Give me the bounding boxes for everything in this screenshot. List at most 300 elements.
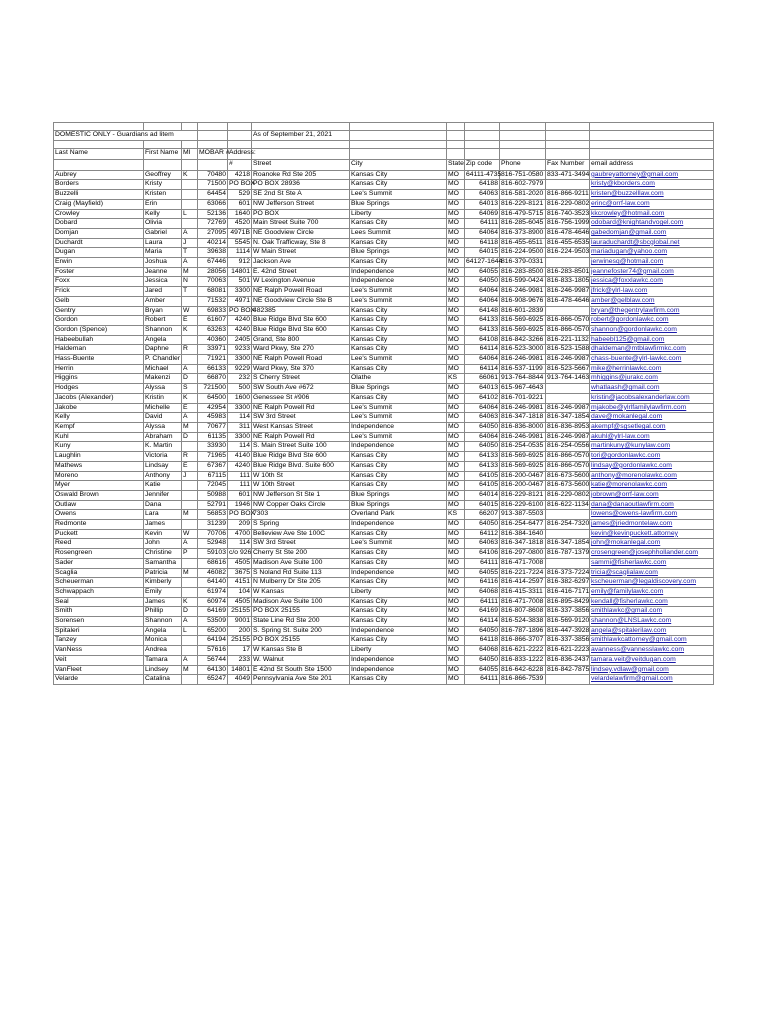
table-row [54,461,714,471]
cell-street: PO BOX 25155 [252,636,350,646]
cell-street: SW South Ave #672 [252,384,350,394]
cell-phone: 816-836-8000 [500,422,546,432]
cell-last-name: Owens [54,510,144,520]
cell-city: Kansas City [350,461,447,471]
table-row [54,335,714,345]
blank-row [54,140,714,148]
cell-zip: 64111 [465,219,500,229]
table-row [54,607,714,617]
table-row [54,422,714,432]
cell-last-name: Redmonte [54,520,144,530]
cell-street-number: c/o 926 [228,549,252,559]
guardians-table [53,122,714,685]
cell-mi: M [182,510,198,520]
cell-phone: 816-866-7539 [500,675,546,685]
cell-street: NW Copper Oaks Circle [252,500,350,510]
cell-city: Olathe [350,374,447,384]
cell-last-name: Rosengreen [54,549,144,559]
cell-last-name: Sader [54,558,144,568]
cell-city: Blue Springs [350,248,447,258]
cell-street-number: 4505 [228,597,252,607]
cell-email[interactable]: whatlaash@gmail.com [590,384,714,394]
cell-zip: 64055 [465,665,500,675]
cell-street-number: 9233 [228,345,252,355]
table-row [54,170,714,180]
cell-street: W Lexington Avenue [252,277,350,287]
table-row [54,665,714,675]
cell-zip: 64127-1644 [465,258,500,268]
cell-fax [546,529,590,539]
cell-mi: R [182,452,198,462]
cell-zip: 64015 [465,500,500,510]
cell-state: MO [447,277,465,287]
cell-mobar: 52791 [198,500,228,510]
cell-zip: 64015 [465,248,500,258]
table-row [54,258,714,268]
cell-street-number: 233 [228,655,252,665]
cell-mi: K [182,597,198,607]
cell-street: W 10th St [252,471,350,481]
cell-first-name: Michelle [144,403,182,413]
cell-email[interactable]: kristy@kborders.com [590,180,714,190]
cell-mi: A [182,655,198,665]
cell-city: Kansas City [350,617,447,627]
cell-city: Kansas City [350,335,447,345]
cell-phone: 816-599-0424 [500,277,546,287]
cell-mobar: 31239 [198,520,228,530]
cell-street-number: 601 [228,490,252,500]
cell-street-number: 4218 [228,170,252,180]
cell-state: MO [447,170,465,180]
cell-email[interactable]: james@jriedmontelaw.com [590,520,714,530]
table-row [54,471,714,481]
cell-fax: 816-866-0570 [546,452,590,462]
cell-last-name: Hodges [54,384,144,394]
cell-last-name: Jacobs (Alexander) [54,393,144,403]
cell-mobar: 57616 [198,646,228,656]
cell-mi: J [182,238,198,248]
cell-mobar: 65200 [198,626,228,636]
table-row [54,500,714,510]
cell-mobar: 39638 [198,248,228,258]
cell-phone: 913-387-5503 [500,510,546,520]
cell-email[interactable]: gaubreyattorney@gmail.com [590,170,714,180]
cell-first-name: Lara [144,510,182,520]
cell-email[interactable]: smithlawkc@gmail.com [590,607,714,617]
cell-phone: 816-347-1818 [500,413,546,423]
cell-fax: 816-621-2223 [546,646,590,656]
cell-email[interactable]: bryan@thegentrylawfirm.com [590,306,714,316]
table-row [54,403,714,413]
table-row [54,597,714,607]
cell-mobar: 70677 [198,422,228,432]
table-row [54,296,714,306]
cell-street-number: 4520 [228,219,252,229]
cell-email[interactable]: angela@spitalerilaw.com [590,626,714,636]
cell-email[interactable]: erinc@orrf-law.com [590,199,714,209]
header-address: Address: [228,148,252,159]
blank-row [54,123,714,131]
cell-mobar: 64140 [198,578,228,588]
cell-street-number: 501 [228,277,252,287]
cell-street: Jackson Ave [252,258,350,268]
cell-mi [182,587,198,597]
cell-last-name: Domjan [54,228,144,238]
cell-email[interactable]: jfrick@ylrl-law.com [590,287,714,297]
cell-email[interactable]: mhiggins@jurakc.com [590,374,714,384]
cell-email[interactable]: lowens@owens-lawfirm.com [590,510,714,520]
cell-mobar: 61974 [198,587,228,597]
cell-first-name: Phillip [144,607,182,617]
cell-city: Independence [350,520,447,530]
cell-street-number: 500 [228,384,252,394]
cell-zip: 64148 [465,306,500,316]
table-row [54,199,714,209]
cell-zip: 64111 [465,597,500,607]
cell-mobar: 67115 [198,471,228,481]
cell-zip: 64050 [465,655,500,665]
cell-street: Cherry St Ste 200 [252,549,350,559]
cell-fax: 816-866-0570 [546,325,590,335]
cell-mobar: 65247 [198,675,228,685]
cell-first-name: John [144,539,182,549]
cell-email[interactable]: smithlawkcattorney@gmail.com [590,636,714,646]
cell-mi: P [182,549,198,559]
cell-state: MO [447,316,465,326]
cell-city: Kansas City [350,180,447,190]
cell-last-name: Reed [54,539,144,549]
cell-mobar: 61607 [198,316,228,326]
cell-city: Kansas City [350,675,447,685]
cell-fax: 816-836-8953 [546,422,590,432]
table-row [54,325,714,335]
cell-zip: 64050 [465,442,500,452]
cell-email[interactable]: kendall@fisherlawkc.com [590,597,714,607]
cell-email[interactable]: lauraduchardt@sbcglobal.net [590,238,714,248]
cell-first-name: Kristin [144,393,182,403]
cell-fax [546,393,590,403]
cell-street-number: 9229 [228,364,252,374]
cell-fax: 833-471-3494 [546,170,590,180]
cell-phone: 816-471-7008 [500,558,546,568]
header-city: City [350,159,447,170]
table-row [54,568,714,578]
cell-first-name: Alyssa [144,422,182,432]
header-number: # [228,159,252,170]
cell-email[interactable]: shannon@gordonlawkc.com [590,325,714,335]
cell-mi: A [182,413,198,423]
cell-first-name: Shannon [144,325,182,335]
cell-email[interactable]: kkcrowley@hotmail.com [590,209,714,219]
cell-mobar: 71965 [198,452,228,462]
cell-city: Kansas City [350,219,447,229]
table-row [54,646,714,656]
cell-phone: 816-254-6477 [500,520,546,530]
cell-state: KS [447,510,465,520]
cell-street: PO BOX [252,209,350,219]
cell-fax: 816-246-9987 [546,287,590,297]
cell-last-name: Tanzey [54,636,144,646]
title-row [54,131,714,141]
cell-mi: S [182,384,198,394]
cell-city: Kansas City [350,549,447,559]
cell-mobar: 33930 [198,442,228,452]
cell-first-name: Catalina [144,675,182,685]
cell-city: Liberty [350,587,447,597]
cell-street: E. 42nd Street [252,267,350,277]
cell-city: Kansas City [350,364,447,374]
cell-last-name: Frick [54,287,144,297]
cell-last-name: Kempf [54,422,144,432]
cell-last-name: Veit [54,655,144,665]
cell-mobar: 66870 [198,374,228,384]
cell-last-name: Aubrey [54,170,144,180]
cell-mi: M [182,665,198,675]
table-row [54,345,714,355]
cell-state: MO [447,325,465,335]
cell-first-name: P. Chandler [144,355,182,365]
cell-fax: 816-523-5667 [546,364,590,374]
cell-first-name: Dana [144,500,182,510]
cell-street-number: 25155 [228,607,252,617]
cell-email[interactable]: odobard@knightandvogel.com [590,219,714,229]
cell-email[interactable]: martinkuny@kunylaw.com [590,442,714,452]
cell-zip: 64118 [465,238,500,248]
cell-street-number: 114 [228,539,252,549]
cell-last-name: Foxx [54,277,144,287]
cell-last-name: Duchardt [54,238,144,248]
cell-phone: 816-384-1640 [500,529,546,539]
cell-mi: E [182,461,198,471]
cell-street: SW 3rd Street [252,413,350,423]
cell-last-name: Myer [54,481,144,491]
cell-email[interactable]: tricia@scaglialaw.com [590,568,714,578]
cell-email[interactable]: sammi@fisherlawkc.com [590,558,714,568]
table-row [54,393,714,403]
cell-email[interactable]: gabedomjan@gmail.com [590,228,714,238]
cell-last-name: Seal [54,597,144,607]
cell-street: State Line Rd Ste 200 [252,617,350,627]
cell-email[interactable]: chass-buente@ylrl-lawkc.com [590,355,714,365]
cell-zip: 64114 [465,364,500,374]
cell-email[interactable]: lindsay@gordonlawkc.com [590,461,714,471]
cell-city: Overland Park [350,510,447,520]
cell-zip: 64063 [465,190,500,200]
cell-email[interactable]: dhaldeman@mtblawfirmkc.com [590,345,714,355]
cell-email[interactable]: mjakobe@ylrlfamilylawfirm.com [590,403,714,413]
cell-last-name: Kuny [54,442,144,452]
cell-street: PO BOX 28936 [252,180,350,190]
cell-email[interactable]: habeebl125@gmail.com [590,335,714,345]
cell-state: MO [447,190,465,200]
cell-zip: 64064 [465,287,500,297]
cell-street: Main Street Suite 700 [252,219,350,229]
cell-state: MO [447,675,465,685]
cell-mobar: 52948 [198,539,228,549]
cell-mi [182,296,198,306]
cell-zip: 64069 [465,209,500,219]
cell-email[interactable]: akuhl@ylrl-law.com [590,432,714,442]
cell-mobar: 70706 [198,529,228,539]
cell-street-number: 25155 [228,636,252,646]
table-row [54,442,714,452]
cell-zip: 64013 [465,199,500,209]
cell-phone: 816-229-6100 [500,500,546,510]
cell-mobar: 68616 [198,558,228,568]
cell-email[interactable]: dave@mokanlegal.com [590,413,714,423]
cell-email[interactable]: john@mokanlegal.com [590,539,714,549]
cell-zip: 64114 [465,345,500,355]
cell-last-name: Kelly [54,413,144,423]
cell-zip: 64105 [465,471,500,481]
cell-first-name: Geoffrey [144,170,182,180]
cell-phone: 615-967-4643 [500,384,546,394]
cell-street: Grand, Ste 800 [252,335,350,345]
cell-street: W Kansas Ste B [252,646,350,656]
cell-phone: 816-842-3266 [500,335,546,345]
cell-email[interactable]: dana@danaoutlawfirm.com [590,500,714,510]
cell-mi: A [182,617,198,627]
cell-last-name: Herrin [54,364,144,374]
table-row [54,413,714,423]
cell-fax: 816-246-9987 [546,432,590,442]
header-zip: Zip code [465,159,500,170]
cell-email[interactable]: katie@morenolawkc.com [590,481,714,491]
cell-fax: 816-246-9987 [546,403,590,413]
cell-email[interactable]: velardelawfirm@gmail.com [590,675,714,685]
cell-mobar: 64130 [198,665,228,675]
cell-street-number: PO BOX [228,510,252,520]
cell-city: Kansas City [350,481,447,491]
cell-last-name: Erwin [54,258,144,268]
cell-phone: 816-523-3000 [500,345,546,355]
cell-street: Genessee St #906 [252,393,350,403]
cell-mobar: 45983 [198,413,228,423]
cell-mobar: 721500 [198,384,228,394]
cell-mi: K [182,325,198,335]
cell-street-number: 1946 [228,500,252,510]
cell-street-number: 9001 [228,617,252,627]
cell-fax: 816-478-4646 [546,228,590,238]
cell-first-name: Erin [144,199,182,209]
cell-street: NE Ralph Powell Road [252,287,350,297]
cell-email[interactable]: crosengreen@josephhollander.com [590,549,714,559]
cell-street: NE Ralph Powell Rd [252,403,350,413]
cell-email[interactable]: jobrown@orrf-law.com [590,490,714,500]
cell-mi [182,355,198,365]
cell-email[interactable]: jessica@foxxlawkc.com [590,277,714,287]
cell-email[interactable]: akempf@sgsetlegal.com [590,422,714,432]
cell-mobar: 53509 [198,617,228,627]
cell-state: MO [447,558,465,568]
cell-street: NE Ralph Powell Rd [252,432,350,442]
cell-mobar: 71500 [198,180,228,190]
cell-email[interactable]: tamara.veit@veitdugan.com [590,655,714,665]
cell-email[interactable]: kscheuerman@legaldiscovery.com [590,578,714,588]
cell-email[interactable]: kevin@kevinpuckett.attorney [590,529,714,539]
cell-first-name: Angela [144,335,182,345]
cell-city: Lees Summit [350,228,447,238]
cell-street: SW 3rd Street [252,539,350,549]
cell-state: MO [447,384,465,394]
cell-email[interactable]: tori@gordonlawkc.com [590,452,714,462]
cell-phone: 816-347-1818 [500,539,546,549]
cell-email[interactable]: amber@gelblaw.com [590,296,714,306]
header-row-1 [54,148,714,159]
cell-mobar: 67446 [198,258,228,268]
cell-first-name: Laura [144,238,182,248]
cell-mobar: 40360 [198,335,228,345]
cell-mi: M [182,568,198,578]
cell-email[interactable]: avanness@vannesslawkc.com [590,646,714,656]
cell-email[interactable]: mike@herrinlawkc.com [590,364,714,374]
cell-fax: 816-221-1132 [546,335,590,345]
cell-email[interactable]: emily@familylawkc.com [590,587,714,597]
cell-street-number: 111 [228,471,252,481]
cell-email[interactable]: kristin@jacobsalexanderlaw.com [590,393,714,403]
cell-fax: 816-229-0802 [546,199,590,209]
cell-zip: 64105 [465,481,500,491]
cell-fax: 816-416-7171 [546,587,590,597]
cell-email[interactable]: anthony@morenolawkc.com [590,471,714,481]
cell-zip: 64188 [465,180,500,190]
cell-zip: 64111 [465,558,500,568]
cell-email[interactable]: shannon@LNSLawkc.com [590,617,714,627]
cell-first-name: Jessica [144,277,182,287]
cell-fax: 816-842-7875 [546,665,590,675]
cell-first-name: Kristy [144,180,182,190]
cell-street-number: 232 [228,374,252,384]
cell-zip: 64050 [465,520,500,530]
cell-city: Kansas City [350,316,447,326]
cell-street-number: 4971 [228,296,252,306]
cell-first-name: Lindsay [144,461,182,471]
cell-street: Madison Ave Suite 100 [252,558,350,568]
cell-state: MO [447,529,465,539]
cell-email[interactable]: robert@gordonlawkc.com [590,316,714,326]
cell-email[interactable]: lindsey.vdlaw@gmail.com [590,665,714,675]
cell-first-name: Jeanne [144,267,182,277]
cell-phone: 816-807-8608 [500,607,546,617]
cell-last-name: Puckett [54,529,144,539]
cell-mobar: 64194 [198,636,228,646]
cell-street-number: 1640 [228,209,252,219]
cell-first-name: Shannon [144,617,182,627]
cell-email[interactable]: jeannefoster74@gmail.com [590,267,714,277]
cell-street-number: 4505 [228,558,252,568]
cell-email[interactable]: jerwinesq@hotmail.com [590,258,714,268]
cell-zip: 64055 [465,568,500,578]
cell-last-name: Borders [54,180,144,190]
cell-state: MO [447,296,465,306]
table-row [54,316,714,326]
cell-last-name: VanFleet [54,665,144,675]
cell-phone: 816-787-1896 [500,626,546,636]
cell-fax: 816-254-7320 [546,520,590,530]
cell-mobar: 56744 [198,655,228,665]
table-row [54,636,714,646]
cell-state: MO [447,471,465,481]
cell-first-name: Amber [144,296,182,306]
cell-email[interactable]: kristen@buzzelllaw.com [590,190,714,200]
cell-last-name: Dugan [54,248,144,258]
cell-street: NW Jefferson St Ste 1 [252,490,350,500]
cell-city: Lee's Summit [350,287,447,297]
cell-email[interactable]: mariadugan@yahoo.com [590,248,714,258]
table-row [54,510,714,520]
cell-first-name: Monica [144,636,182,646]
cell-first-name: Bryan [144,306,182,316]
